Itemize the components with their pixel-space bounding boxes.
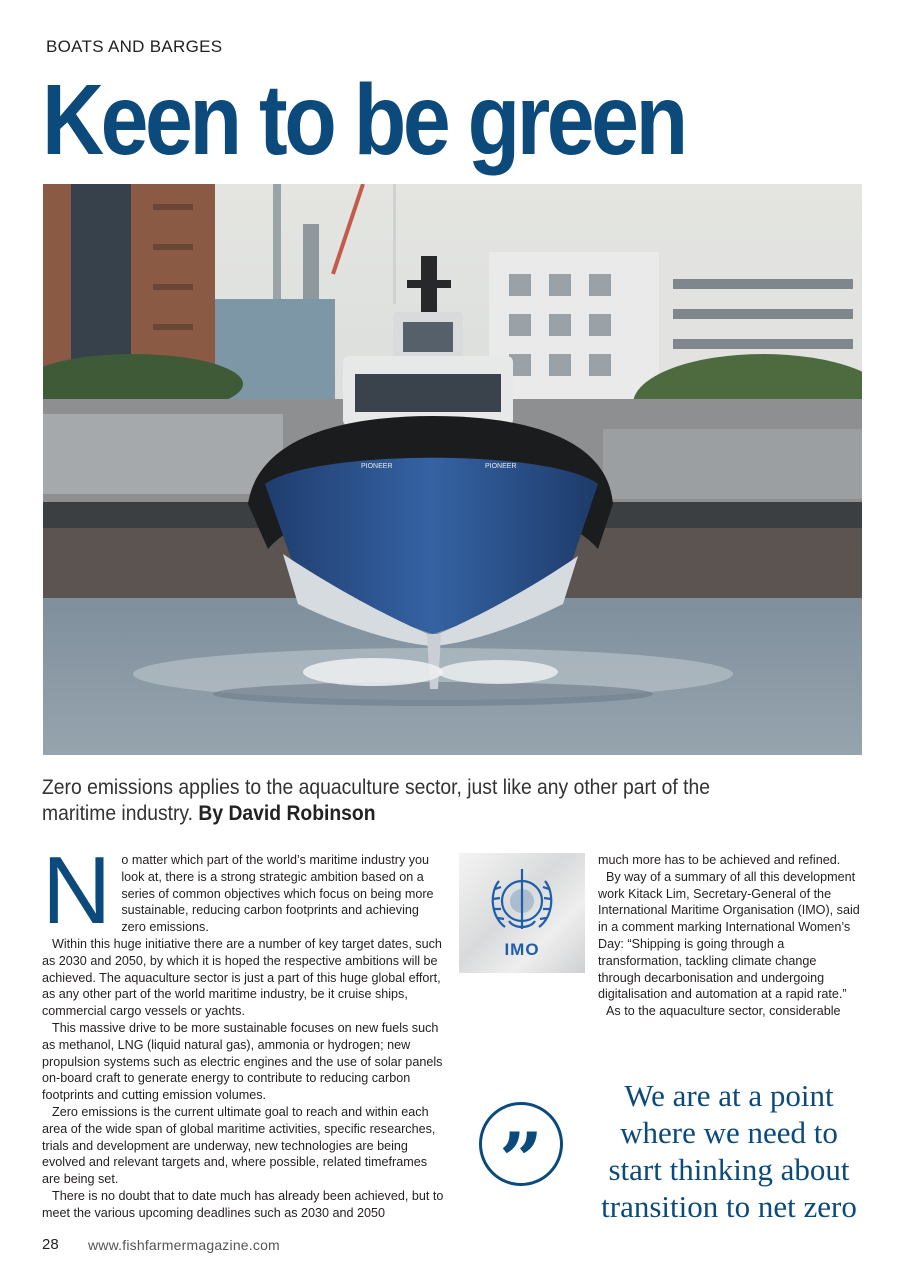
quote-mark-icon: ” — [479, 1102, 563, 1186]
hull-name-left: PIONEER — [361, 463, 393, 470]
section-label: BOATS AND BARGES — [46, 37, 223, 56]
hero-photo-boat — [43, 184, 862, 755]
imo-logo-text: IMO — [504, 940, 540, 959]
drop-cap: N — [42, 837, 112, 944]
body-paragraph: much more has to be achieved and refined. — [598, 853, 841, 867]
body-paragraph: Zero emissions is the current ultimate goal to reach and within each area of the wide span of global maritime activities, specific researches, trials and development are underway, new technologies are being evolved and relevant targets and, where possible, related timeframes are being set. — [42, 1104, 436, 1187]
body-paragraph: By way of a summary of all this development work Kitack Lim, Secretary-General of the International Maritime Organisation (IMO), said in a comment marking International Women’s Day: “Shipping is going through a transformation, tackling climate change through decarbonisation and undergoing digitalisation and automation at a rapid rate.” — [598, 869, 860, 1002]
pull-quote: We are at a point where we need to start thinking about transition to net zero — [601, 1078, 857, 1224]
body-paragraph: There is no doubt that to date much has already been achieved, but to meet the various upcoming deadlines such as 2030 and 2050 — [42, 1188, 444, 1220]
byline: By David Robinson — [198, 802, 376, 825]
body-column-right — [598, 852, 860, 1020]
paragraph-text: o matter which part of the world’s maritime industry you look at, there is a strong strategic ambition based on a series of common objectives which focus on being more sustainable, reducing carbon footprints and achieving zero emissions. — [121, 853, 434, 935]
standfirst — [42, 775, 778, 827]
boat-illustration — [43, 184, 862, 755]
imo-emblem-icon — [459, 853, 585, 943]
page-number: 28 — [42, 1236, 59, 1253]
imo-flag-image — [459, 853, 585, 973]
website-url: www.fishfarmermagazine.com — [88, 1237, 280, 1253]
body-paragraph: This massive drive to be more sustainable focuses on new fuels such as methanol, LNG (liquid natural gas), ammonia or hydrogen; new propulsion systems such as electric engines and the use of solar panels on-board craft to generate energy to contribute to reducing carbon footprints and cutting emission volumes. — [42, 1020, 443, 1103]
body-paragraph — [42, 837, 446, 944]
standfirst-text: Zero emissions applies to the aquaculture sector, just like any other part of the maritime industry. — [42, 776, 710, 825]
headline: Keen to be green — [42, 64, 685, 176]
hull-name-right: PIONEER — [485, 463, 517, 470]
body-paragraph: Within this huge initiative there are a number of key target dates, such as 2030 and 2050, by which it is hoped the respective ambitions will be achieved. The aquaculture sector is just a part of this huge global effort, as any other part of the world maritime industry, be it cruise ships, commercial cargo vessels or yachts. — [42, 936, 442, 1019]
body-paragraph: As to the aquaculture sector, considerable — [606, 1004, 841, 1019]
body-column-left — [42, 837, 446, 1222]
